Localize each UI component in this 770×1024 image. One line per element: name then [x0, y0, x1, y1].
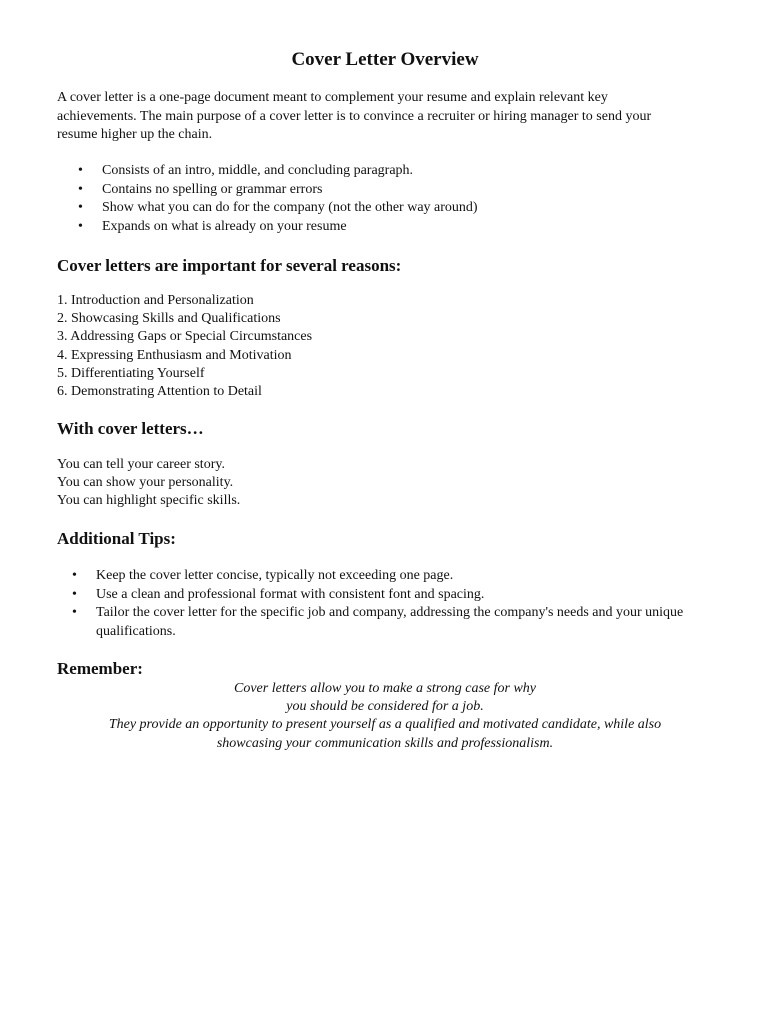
list-item: 3. Addressing Gaps or Special Circumstances — [57, 329, 313, 345]
bullet-icon: • — [78, 181, 83, 197]
list-item: 1. Introduction and Personalization — [57, 293, 254, 308]
bullet-icon: • — [78, 163, 83, 178]
tips-heading: Additional Tips: — [57, 529, 176, 548]
list-item — [78, 162, 698, 181]
list-item — [78, 218, 698, 237]
list-item — [72, 567, 712, 586]
list-item-text: Expands on what is already on your resume — [102, 218, 347, 234]
remember-text — [0, 680, 770, 753]
list-item-text: Contains no spelling or grammar errors — [102, 181, 323, 197]
bullet-icon: • — [78, 200, 83, 215]
text-line: You can tell your career story. — [57, 457, 225, 472]
list-item: 6. Demonstrating Attention to Detail — [57, 384, 262, 400]
page-title: Cover Letter Overview — [291, 49, 479, 70]
remember-line: Cover letters allow you to make a strong case for why — [234, 681, 536, 696]
list-item: 5. Differentiating Yourself — [57, 365, 205, 381]
bullet-icon: • — [72, 605, 77, 620]
remember-heading: Remember: — [57, 659, 143, 678]
list-item — [72, 604, 712, 641]
reasons-list — [57, 292, 657, 401]
with-heading: With cover letters… — [57, 419, 204, 438]
list-item — [78, 181, 698, 200]
intro-line: A cover letter is a one-page document meant to complement your resume and explain relevant key — [57, 90, 608, 105]
intro-line: resume higher up the chain. — [57, 127, 213, 142]
list-item: 4. Expressing Enthusiasm and Motivation — [57, 347, 292, 363]
bullet-icon: • — [72, 586, 77, 602]
list-item: 2. Showcasing Skills and Qualifications — [57, 311, 281, 327]
text-line: You can highlight specific skills. — [57, 493, 241, 509]
list-item-text: Show what you can do for the company (not the other way around) — [102, 200, 478, 215]
tips-list — [72, 567, 712, 641]
list-item-text: Keep the cover letter concise, typically not exceeding one page. — [96, 568, 454, 583]
list-item-text: Use a clean and professional format with consistent font and spacing. — [96, 586, 485, 602]
bullet-icon: • — [78, 218, 83, 234]
intro-line: achievements. The main purpose of a cover letter is to convince a recruiter or hiring manager to send your — [57, 108, 652, 124]
list-item-text: Consists of an intro, middle, and concluding paragraph. — [102, 163, 414, 178]
list-item — [78, 199, 698, 218]
characteristics-list — [78, 162, 698, 236]
list-item-text: Tailor the cover letter for the specific job and company, addressing the company's needs and your unique qualifications. — [96, 605, 684, 639]
reasons-heading: Cover letters are important for several reasons: — [57, 256, 402, 275]
text-line: You can show your personality. — [57, 475, 234, 491]
list-item — [72, 586, 712, 605]
remember-line: They provide an opportunity to present yourself as a qualified and motivated candidate, while also — [108, 717, 662, 733]
with-lines — [57, 456, 657, 511]
remember-line: you should be considered for a job. — [286, 699, 484, 715]
bullet-icon: • — [72, 568, 77, 583]
remember-line: showcasing your communication skills and professionalism. — [216, 735, 554, 751]
intro-paragraph — [57, 89, 717, 145]
